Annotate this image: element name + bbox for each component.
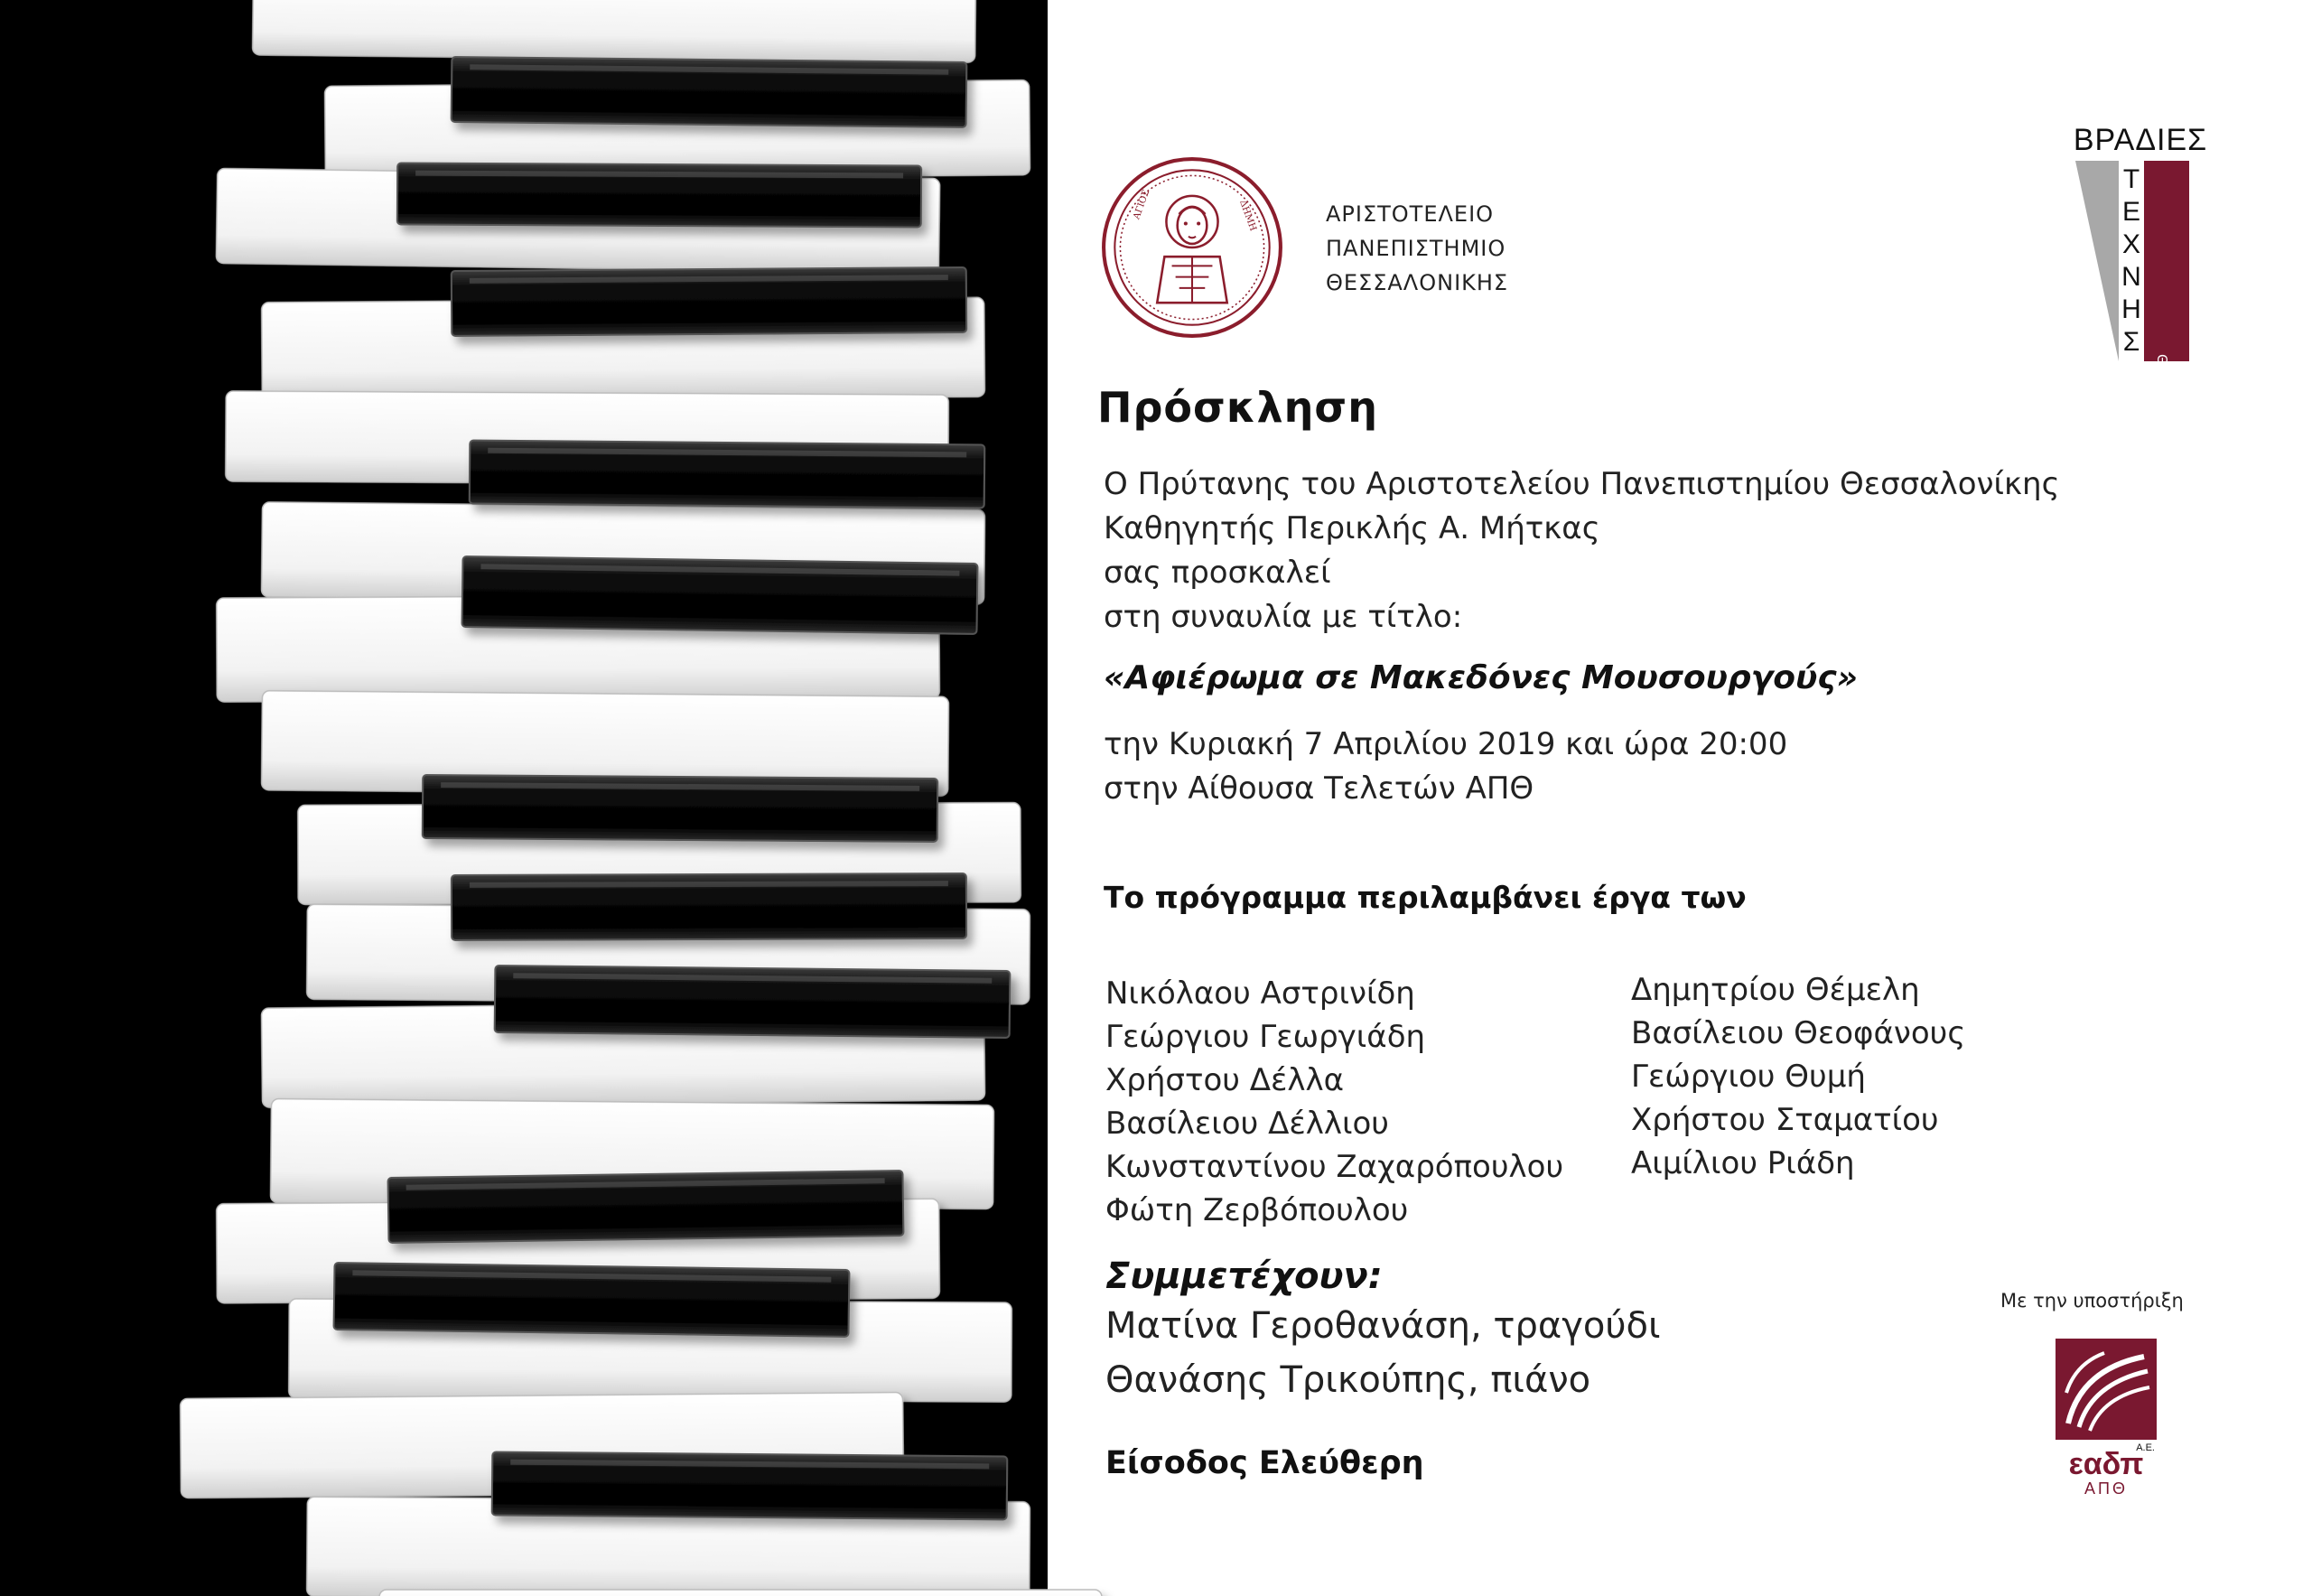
university-name [1326,197,1508,300]
svg-text:ΔΗΜΗ: ΔΗΜΗ [1237,199,1258,233]
invitation-title: Πρόσκληση [1097,383,1378,432]
support-label: Με την υποστήριξη [2000,1290,2184,1311]
free-entry-note: Είσοδος Ελεύθερη [1105,1445,1424,1481]
bradies-logo-sub-text: ΣΤΟ ΑΠΘ [2156,354,2171,418]
eadp-logo-name: εαδπ [2068,1447,2144,1481]
svg-text:ΑΓΙΟΣ: ΑΓΙΟΣ [1132,188,1152,221]
composer-name: Γεώργιου Γεωργιάδη [1105,1019,1426,1055]
composer-name: Αιμίλιου Ριάδη [1631,1145,1855,1181]
composer-name: Βασίλειου Θεοφάνους [1631,1015,1966,1051]
eadp-logo [2050,1337,2162,1499]
composers-right-column [1631,968,1965,1185]
composer-name: Γεώργιου Θυμή [1631,1059,1866,1095]
event-date-time: την Κυριακή 7 Απριλίου 2019 και ώρα 20:00 [1104,726,1788,762]
intro-line: Καθηγητής Περικλής Α. Μήτκας [1104,510,1600,546]
white-key [379,1590,1102,1596]
composer-name: Νικόλαου Αστρινίδη [1105,975,1415,1012]
invitation-intro [1104,462,2060,639]
university-name-line: ΑΡΙΣΤΟΤΕΛΕΙΟ [1326,201,1495,227]
bradies-technis-logo [2068,123,2213,418]
participants-heading: Συμμετέχουν: [1105,1255,1383,1297]
composer-name: Χρήστου Σταματίου [1631,1102,1939,1138]
program-heading: Το πρόγραμμα περιλαμβάνει έργα των [1104,880,1747,915]
intro-line: στη συναυλία με τίτλο: [1104,599,1463,635]
university-name-line: ΠΑΝΕΠΙΣΤΗΜΙΟ [1326,236,1506,261]
eadp-logo-small-text: Α.Ε. [2136,1442,2155,1453]
university-seal-logo [1100,155,1284,340]
composers-left-column [1105,972,1563,1232]
participant: Ματίνα Γεροθανάση, τραγούδι [1105,1305,1661,1347]
composer-name: Χρήστου Δέλλα [1105,1062,1345,1098]
composer-name: Βασίλειου Δέλλιου [1105,1106,1389,1142]
concert-title: «Αφιέρωμα σε Μακεδόνες Μουσουργούς» [1104,659,1858,696]
university-name-line: ΘΕΣΣΑΛΟΝΙΚΗΣ [1326,270,1509,295]
bradies-logo-vertical-letter: Ε [2121,197,2141,227]
intro-line: σας προσκαλεί [1104,555,1331,591]
bradies-logo-vertical-letter: Χ [2121,229,2141,259]
event-details [1104,723,1787,811]
bradies-logo-vertical-letter: Ν [2121,262,2141,292]
participants-list [1105,1299,1661,1407]
bradies-logo-vertical-letter: Η [2121,294,2141,324]
participant: Θανάσης Τρικούπης, πιάνο [1105,1359,1591,1401]
bradies-logo-vertical-letter: Τ [2122,164,2140,194]
bradies-logo-vertical-letter: Σ [2122,327,2140,357]
bradies-logo-top-text: ΒΡΑΔΙΕΣ [2073,123,2208,157]
composer-name: Δημητρίου Θέμελη [1631,972,1920,1008]
composer-name: Κωνσταντίνου Ζαχαρόπουλου [1105,1149,1564,1185]
intro-line: Ο Πρύτανης του Αριστοτελείου Πανεπιστημίου Θεσσαλονίκης [1104,466,2060,502]
event-venue: στην Αίθουσα Τελετών ΑΠΘ [1104,770,1534,807]
composer-name: Φώτη Ζερβόπουλου [1105,1192,1409,1228]
eadp-logo-sub: ΑΠΘ [2084,1479,2129,1498]
white-key [253,0,976,62]
piano-keys-artwork [0,0,1048,1596]
